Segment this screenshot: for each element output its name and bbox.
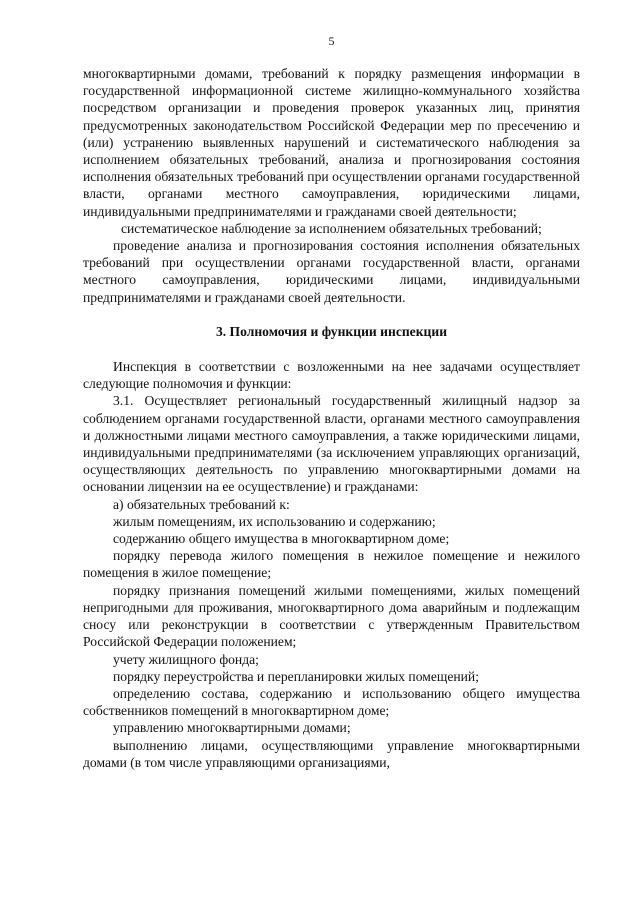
paragraph: проведение анализа и прогнозирования состояния исполнения обязательных требований при осуществлении органами государственной власти, органами местного самоуправления, юридическими лицами, индивидуальными предпринимателями и гражданами своей деятельности. (83, 238, 580, 305)
page-number: 5 (328, 34, 335, 48)
list-item: порядку признания помещений жилыми помещениями, жилых помещений непригодными для проживания, многоквартирного дома аварийным и подлежащим сносу или реконструкции в соответствии с утвержденным Правительством Российской Федерации положением; (83, 582, 580, 650)
list-item: а) обязательных требований к: (113, 496, 290, 512)
section-heading: 3. Полномочия и функции инспекции (215, 323, 448, 339)
list-item: выполнению лицами, осуществляющими управление многоквартирными домами (в том числе управляющими организациями, (83, 737, 580, 770)
paragraph: 3.1. Осуществляет региональный государственный жилищный надзор за соблюдением органами государственной власти, органами местного самоуправления и должностными лицами местного самоуправления, а также юридическими лицами, индивидуальными предпринимателями (за исключением управляющих организаций, осуществляющих деятельность по управлению многоквартирными домами на основании лицензии на ее осуществление) и гражданами: (83, 393, 580, 495)
list-item: управлению многоквартирными домами; (113, 720, 351, 736)
paragraph: Инспекция в соответствии с возложенными на нее задачами осуществляет следующие полномочия и функции: (83, 359, 580, 392)
paragraph: систематическое наблюдение за исполнением обязательных требований; (121, 220, 542, 236)
list-item: порядку перевода жилого помещения в нежилое помещение и нежилого помещения в жилое помещение; (83, 548, 580, 581)
list-item: жилым помещениям, их использованию и содержанию; (113, 513, 436, 529)
list-item: учету жилищного фонда; (113, 651, 259, 667)
list-item: содержанию общего имущества в многоквартирном доме; (113, 531, 450, 547)
list-item: определению состава, содержанию и использованию общего имущества собственников помещений в многоквартирном доме; (83, 685, 580, 719)
list-item: порядку переустройства и перепланировки жилых помещений; (113, 668, 479, 684)
document-page (83, 34, 580, 771)
paragraph: многоквартирными домами, требований к порядку размещения информации в государственной информационной системе жилищно-коммунального хозяйства посредством организации и проведения проверок указанных лиц, принятия предусмотренных законодательством Российской Федерации мер по пресечению и (или) устранению выявленных нарушений и систематического наблюдения за исполнением обязательных требований, анализа и прогнозирования состояния исполнения обязательных требований при осуществлении органами государственной власти, органами местного самоуправления, юридическими лицами, индивидуальными предпринимателями и гражданами своей деятельности; (83, 66, 580, 219)
